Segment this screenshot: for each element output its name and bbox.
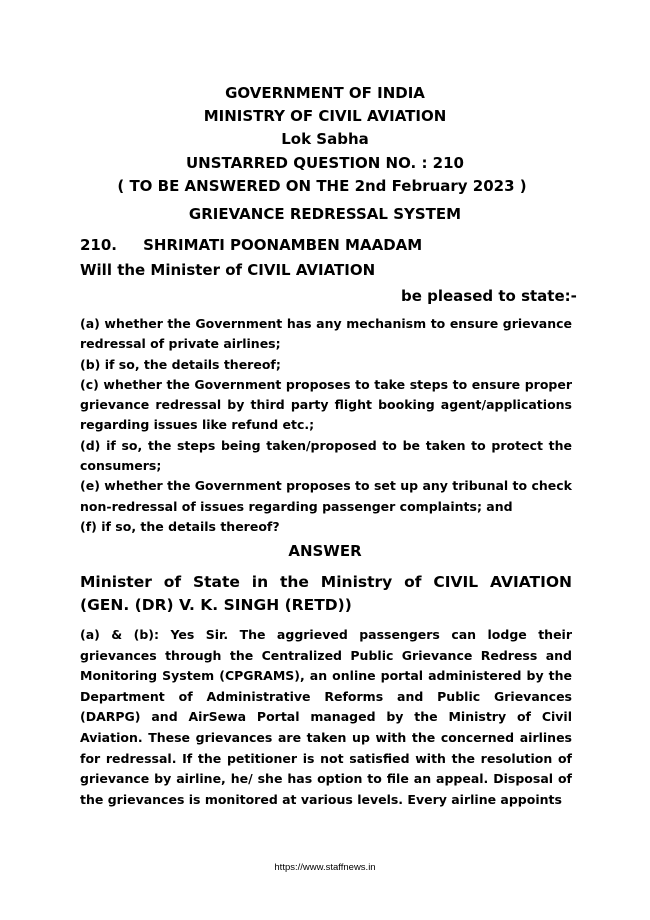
question-addressee: Will the Minister of CIVIL AVIATION (80, 261, 376, 279)
question-part-b: (b) if so, the details thereof; (80, 356, 281, 372)
subject-heading: GRIEVANCE REDRESSAL SYSTEM (188, 205, 462, 223)
footer-source: https://www.staffnews.in (274, 862, 376, 873)
answer-heading: ANSWER (288, 542, 362, 560)
question-parts (80, 314, 572, 537)
question-part-a: (a) whether the Government has any mechanism to ensure grievance redressal of private airlines; (80, 316, 572, 352)
question-part-c: (c) whether the Government proposes to take steps to ensure proper grievance redressal by third party flight booking agent/applications regarding issues like refund etc.; (80, 376, 572, 433)
government-heading: GOVERNMENT OF INDIA (225, 84, 425, 102)
question-part-d: (d) if so, the steps being taken/proposed to be taken to protect the consumers; (80, 437, 572, 474)
question-part-e: (e) whether the Government proposes to set up any tribunal to check non-redressal of issues regarding passenger complaints; and (80, 478, 572, 514)
ministry-heading: MINISTRY OF CIVIL AVIATION (203, 107, 447, 125)
question-part-f: (f) if so, the details thereof? (80, 518, 280, 534)
answer-text: (a) & (b): Yes Sir. The aggrieved passengers can lodge their grievances through the Centralized Public Grievance Redress and Monitoring System (CPGRAMS), an online portal administered by the Department of Administrative Reforms and Public Grievances (DARPG) and AirSewa Portal managed by the Ministry of Civil Aviation. These grievances are taken up with the concerned airlines for redressal. If the petitioner is not satisfied with the resolution of grievance by airline, he/ she has option to file an appeal. Disposal of the grievances is monitored at various levels. Every airline appoints (80, 627, 572, 807)
question-member: 210. SHRIMATI POONAMBEN MAADAM (80, 236, 423, 254)
question-pleased: be pleased to state:- (401, 287, 577, 305)
answer-date-heading: ( TO BE ANSWERED ON THE 2nd February 2023 ) (117, 177, 527, 195)
question-number-heading: UNSTARRED QUESTION NO. : 210 (186, 154, 464, 172)
answer-minister: Minister of State in the Ministry of CIVIL AVIATION (GEN. (DR) V. K. SINGH (RETD)) (80, 573, 572, 614)
house-heading: Lok Sabha (281, 130, 369, 148)
